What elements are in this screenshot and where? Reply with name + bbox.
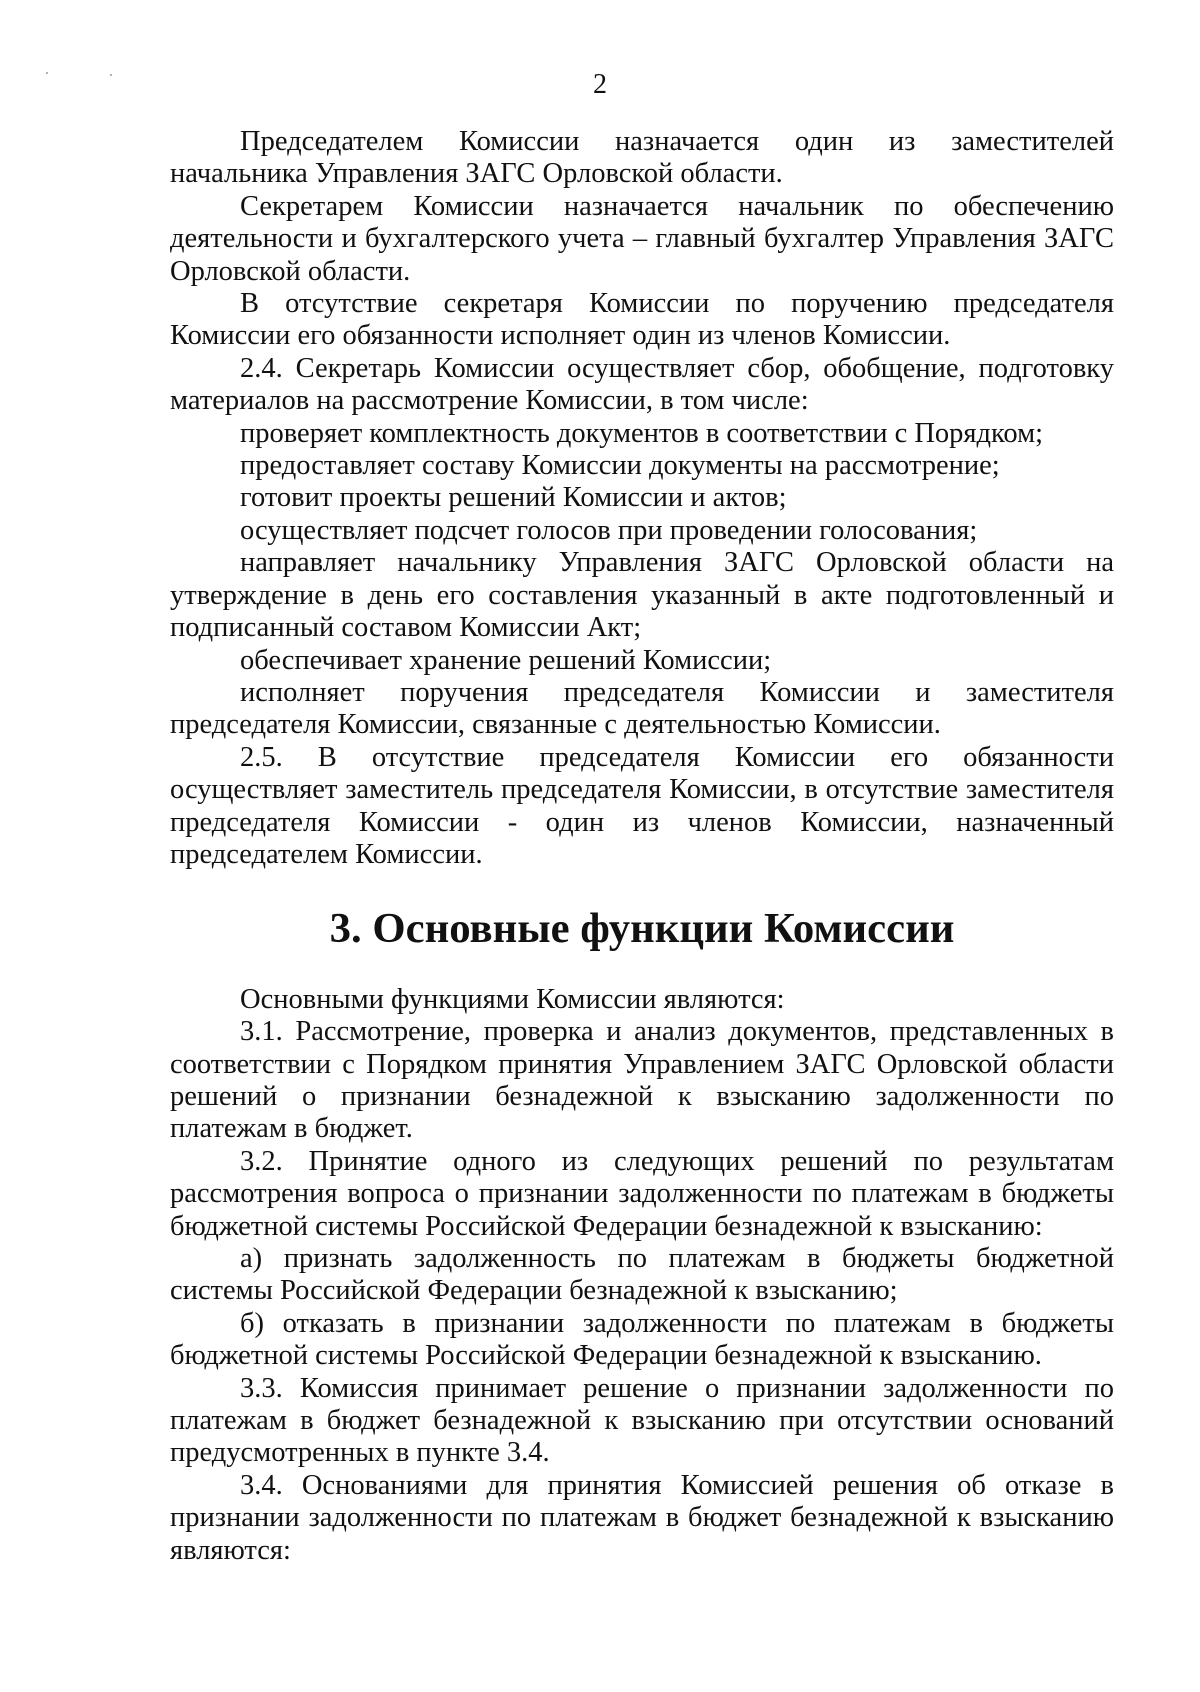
- list-item: осуществляет подсчет голосов при проведении голосования;: [240, 514, 978, 546]
- document-body: [170, 126, 1114, 1567]
- list-item: готовит проекты решений Комиссии и актов;: [240, 482, 787, 514]
- paragraph: 3.4. Основаниями для принятия Комиссией решения об отказе в признании задолженности по платежам в бюджет безнадежной к взысканию являются:: [170, 1469, 1114, 1566]
- list-item: исполняет поручения председателя Комиссии и заместителя председателя Комиссии, связанные с деятельностью Комиссии.: [170, 676, 1114, 741]
- paragraph: 2.5. В отсутствие председателя Комиссии его обязанности осуществляет заместитель председателя Комиссии, в отсутствие заместителя председателя Комиссии - один из членов Комиссии, назначенный председателем Комиссии.: [170, 741, 1114, 870]
- paragraph: 3.1. Рассмотрение, проверка и анализ документов, представленных в соответствии с Порядком принятия Управлением ЗАГС Орловской области решений о признании безнадежной к взысканию задолженности по платежам в бюджет.: [170, 1016, 1114, 1145]
- section-heading: 3. Основные функции Комиссии: [329, 905, 955, 953]
- paragraph: 3.3. Комиссия принимает решение о признании задолженности по платежам в бюджет безнадежной к взысканию при отсутствии оснований предусмотренных в пункте 3.4.: [170, 1372, 1114, 1469]
- page-number: 2: [593, 69, 607, 100]
- list-item: обеспечивает хранение решений Комиссии;: [240, 644, 772, 676]
- list-item: б) отказать в признании задолженности по платежам в бюджеты бюджетной системы Российской Федерации безнадежной к взысканию.: [170, 1307, 1114, 1372]
- paragraph: Председателем Комиссии назначается один из заместителей начальника Управления ЗАГС Орловской области.: [170, 126, 1114, 190]
- list-item: проверяет комплектность документов в соответствии с Порядком;: [240, 417, 1044, 449]
- paragraph: Секретарем Комиссии назначается начальник по обеспечению деятельности и бухгалтерского учета – главный бухгалтер Управления ЗАГС Орловской области.: [170, 190, 1114, 287]
- paragraph: 3.2. Принятие одного из следующих решений по результатам рассмотрения вопроса о признании задолженности по платежам в бюджеты бюджетной системы Российской Федерации безнадежной к взысканию:: [170, 1145, 1114, 1242]
- paragraph: 2.4. Секретарь Комиссии осуществляет сбор, обобщение, подготовку материалов на рассмотрение Комиссии, в том числе:: [170, 352, 1114, 417]
- list-item: а) признать задолженность по платежам в бюджеты бюджетной системы Российской Федерации безнадежной к взысканию;: [170, 1243, 1114, 1307]
- paragraph: Основными функциями Комиссии являются:: [240, 983, 785, 1015]
- paragraph: В отсутствие секретаря Комиссии по поручению председателя Комиссии его обязанности исполняет один из членов Комиссии.: [170, 288, 1114, 352]
- list-item: направляет начальнику Управления ЗАГС Орловской области на утверждение в день его составления указанный в акте подготовленный и подписанный составом Комиссии Акт;: [170, 547, 1114, 644]
- list-item: предоставляет составу Комиссии документы на рассмотрение;: [240, 450, 1000, 482]
